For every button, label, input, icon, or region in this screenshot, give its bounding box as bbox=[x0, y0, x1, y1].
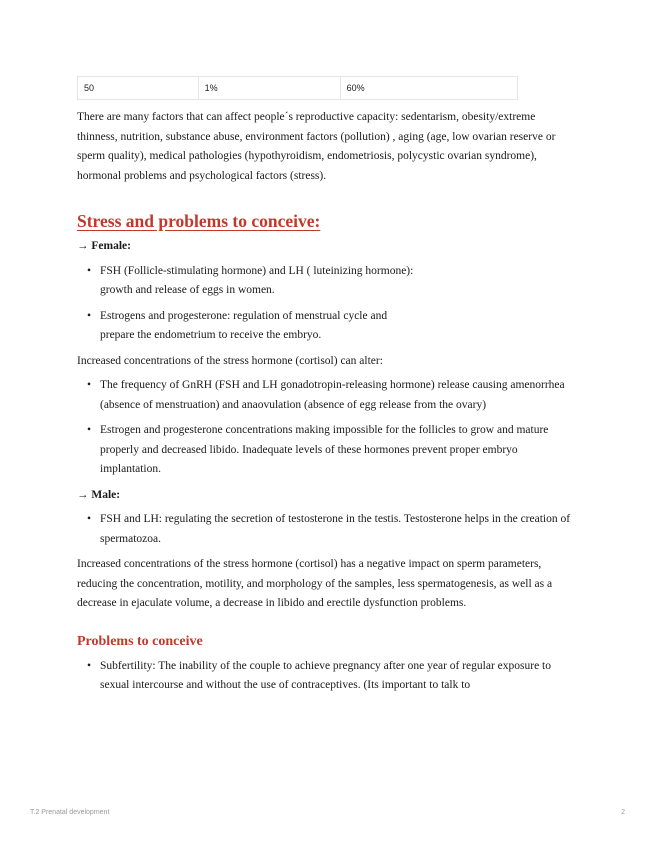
list-item-line: growth and release of eggs in women. bbox=[100, 284, 275, 296]
bullet: • bbox=[87, 379, 92, 391]
bullet: • bbox=[87, 424, 92, 436]
table-cell: 1% bbox=[198, 77, 340, 100]
list-item bbox=[77, 307, 577, 346]
bullet: • bbox=[87, 309, 92, 322]
list-item bbox=[77, 510, 577, 549]
female-label: → Female: bbox=[77, 240, 131, 252]
list-item-text: Subfertility: The inability of the couple to achieve pregnancy after one year of regular exposure to sexual intercourse and without the use of contraceptives. (Its important to talk to bbox=[100, 659, 551, 691]
list-item bbox=[77, 657, 577, 696]
bullet: • bbox=[87, 659, 92, 672]
table-cell: 60% bbox=[340, 77, 517, 100]
female-hormones-list bbox=[77, 262, 577, 346]
document-page bbox=[77, 76, 577, 702]
data-table bbox=[77, 76, 518, 100]
list-item bbox=[77, 421, 577, 480]
table-cell: 50 bbox=[78, 77, 199, 100]
footer-title: T.2 Prenatal development bbox=[30, 809, 110, 816]
male-hormones-list bbox=[77, 510, 577, 549]
list-item-text: Estrogen and progesterone concentrations making impossible for the follicles to grow and mature properly and decreased libido. Inadequate levels of these hormones prevent proper embryo implantation. bbox=[100, 424, 549, 475]
section-title: Stress and problems to conceive: bbox=[77, 211, 321, 231]
list-item-line: Estrogens and progesterone: regulation of menstrual cycle and bbox=[100, 309, 388, 322]
male-stress-paragraph: Increased concentrations of the stress hormone (cortisol) has a negative impact on sperm parameters, reducing the concentration, motility, and morphology of the samples, less spermatogenesis, as well as a decrease in ejaculate volume, a decrease in libido and erectile dysfunction problems. bbox=[77, 558, 553, 609]
table-row bbox=[78, 77, 518, 100]
bullet: • bbox=[87, 513, 92, 525]
list-item-text: FSH and LH: regulating the secretion of testosterone in the testis. Testosterone helps in the creation of spermatozoa. bbox=[100, 513, 571, 545]
male-label: → Male: bbox=[77, 488, 121, 501]
list-item bbox=[77, 376, 577, 415]
problems-list bbox=[77, 657, 577, 696]
list-item-line: prepare the endometrium to receive the embryo. bbox=[100, 329, 322, 341]
list-item-line: FSH (Follicle-stimulating hormone) and LH ( luteinizing hormone): bbox=[100, 264, 414, 277]
list-item-text: The frequency of GnRH (FSH and LH gonadotropin-releasing hormone) release causing amenorrhea (absence of menstruation) and anaovulation (absence of egg release from the ovary) bbox=[100, 379, 565, 411]
subsection-title: Problems to conceive bbox=[77, 633, 203, 649]
female-effects-list bbox=[77, 376, 577, 480]
list-item bbox=[77, 262, 577, 301]
page-number: 2 bbox=[621, 809, 625, 816]
bullet: • bbox=[87, 264, 92, 277]
female-stress-intro: Increased concentrations of the stress hormone (cortisol) can alter: bbox=[77, 354, 383, 367]
intro-paragraph: There are many factors that can affect people´s reproductive capacity: sedentarism, obesity/extreme thinness, nutrition, substance abuse, environment factors (pollution) , aging (age, low ovarian reserve or sperm quality), medical pathologies (hypothyroidism, endometriosis, polycystic ovarian syndrome), hormonal problems and psychological factors (stress). bbox=[77, 111, 556, 182]
